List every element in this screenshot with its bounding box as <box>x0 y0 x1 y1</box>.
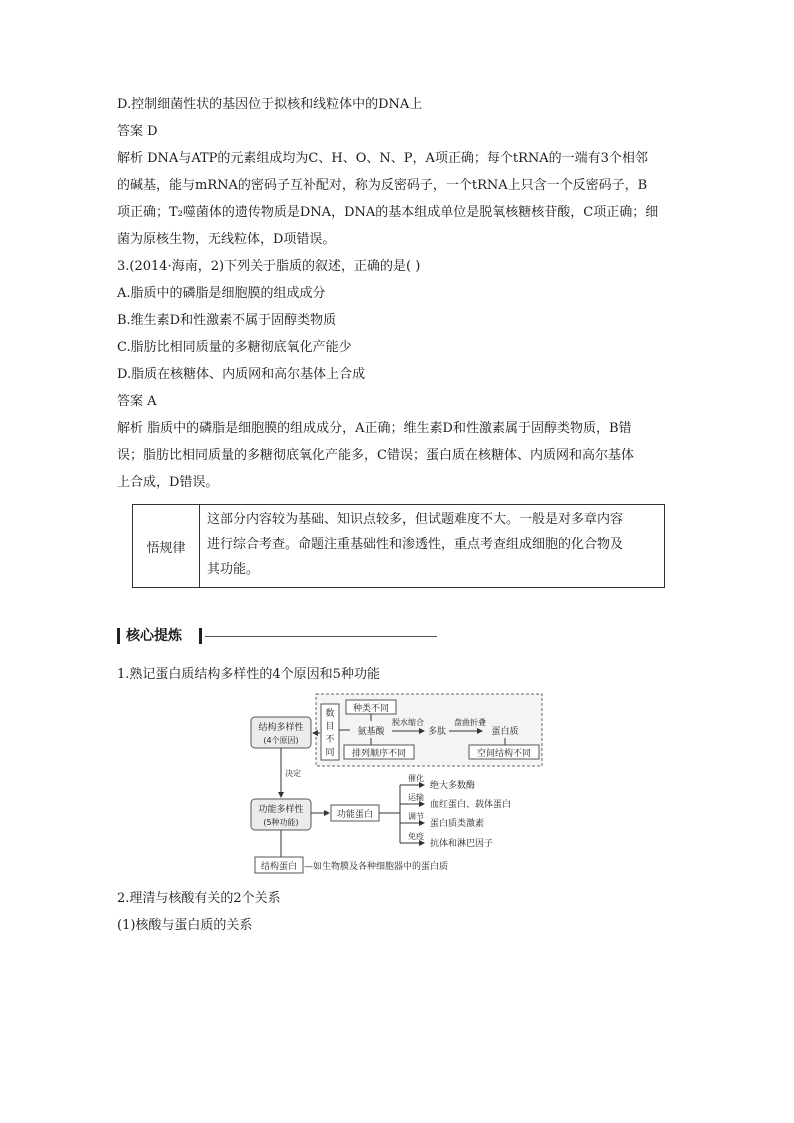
option-a: A.脂质中的磷脂是细胞膜的组成成分 <box>117 286 326 301</box>
analysis2-line-3: 上合成，D错误。 <box>117 475 219 490</box>
func-type-4: 免疫 <box>408 832 424 841</box>
answer-line-2: 答案 A <box>117 394 157 409</box>
section-header <box>117 626 437 646</box>
func-type-3: 调节 <box>408 812 424 821</box>
func-example-4: 抗体和淋巴因子 <box>430 839 494 849</box>
analysis-line-4: 菌为原核生物，无线粒体，D项错误。 <box>117 232 336 247</box>
rule-box-content <box>207 507 657 582</box>
section-bar-left <box>117 628 120 644</box>
structural-protein-label: 结构蛋白 <box>260 862 298 872</box>
dehydration-label: 脱水缩合 <box>392 718 424 727</box>
option-d-prev: D.控制细菌性状的基因位于拟核和线粒体中的DNA上 <box>117 97 423 112</box>
number-char-2: 目 <box>325 722 335 732</box>
func-example-2: 血红蛋白、载体蛋白 <box>430 800 512 810</box>
rule-box-label: 悟规律 <box>133 505 200 587</box>
analysis2-line-1: 解析 脂质中的磷脂是细胞膜的组成成分，A正确；维生素D和性激素属于固醇类物质，B错 <box>117 421 632 436</box>
decide-label: 决定 <box>285 769 301 778</box>
analysis-line-3: 项正确；T₂噬菌体的遗传物质是DNA，DNA的基本组成单位是脱氧核糖核苷酸，C项正确；细 <box>117 205 659 220</box>
point-2-sub: (1)核酸与蛋白质的关系 <box>117 918 253 933</box>
option-d: D.脂质在核糖体、内质网和高尔基体上合成 <box>117 367 366 382</box>
question-3: 3.(2014·海南，2)下列关于脂质的叙述，正确的是( ) <box>117 259 421 274</box>
function-diversity-label: 功能多样性 <box>258 805 304 815</box>
option-c: C.脂肪比相同质量的多糖彻底氧化产能少 <box>117 340 352 355</box>
protein-diagram <box>250 693 546 875</box>
structure-reasons-label: (4个原因) <box>263 736 299 745</box>
analysis2-line-2: 误；脂肪比相同质量的多糖彻底氧化产能多，C错误；蛋白质在核糖体、内质网和高尔基体 <box>117 448 634 463</box>
protein-label: 蛋白质 <box>491 727 519 737</box>
number-char-3: 不 <box>325 735 335 745</box>
order-label: 排列顺序不同 <box>351 749 407 759</box>
functional-protein-label: 功能蛋白 <box>336 810 374 820</box>
rule-box <box>132 504 665 588</box>
number-char-4: 同 <box>325 748 335 758</box>
point-2: 2.理清与核酸有关的2个关系 <box>117 891 281 906</box>
rule-box-line-2: 进行综合考查。命题注重基础性和渗透性，重点考查组成细胞的化合物及 <box>207 537 624 552</box>
section-bar-right <box>199 628 202 644</box>
func-type-2: 运输 <box>408 793 424 802</box>
function-count-label: (5种功能) <box>263 818 299 827</box>
func-example-1: 绝大多数酶 <box>430 781 476 791</box>
kinds-label: 种类不同 <box>352 704 390 714</box>
option-b: B.维生素D和性激素不属于固醇类物质 <box>117 313 337 328</box>
func-type-1: 催化 <box>408 774 424 783</box>
point-1: 1.熟记蛋白质结构多样性的4个原因和5种功能 <box>117 667 380 682</box>
answer-line: 答案 D <box>117 124 158 139</box>
number-char-1: 数 <box>325 709 335 719</box>
space-label: 空间结构不同 <box>476 749 532 759</box>
rule-box-line-3: 其功能。 <box>207 562 260 577</box>
structural-example-label: —如生物膜及各种细胞器中的蛋白质 <box>304 862 449 872</box>
folding-label: 盘曲折叠 <box>454 718 486 727</box>
section-rule <box>205 636 437 637</box>
rule-box-line-1: 这部分内容较为基础、知识点较多，但试题难度不大。一般是对多章内容 <box>207 512 624 527</box>
polypeptide-label: 多肽 <box>427 727 447 737</box>
amino-acid-label: 氨基酸 <box>357 727 385 737</box>
section-title: 核心提炼 <box>126 628 182 644</box>
analysis-line-2: 的碱基，能与mRNA的密码子互补配对，称为反密码子，一个tRNA上只含一个反密码子，B <box>117 178 648 193</box>
structure-diversity-label: 结构多样性 <box>258 723 304 733</box>
func-example-3: 蛋白质类激素 <box>430 819 485 829</box>
analysis-line-1: 解析 DNA与ATP的元素组成均为C、H、O、N、P，A项正确；每个tRNA的一端有3个相邻 <box>117 151 648 166</box>
